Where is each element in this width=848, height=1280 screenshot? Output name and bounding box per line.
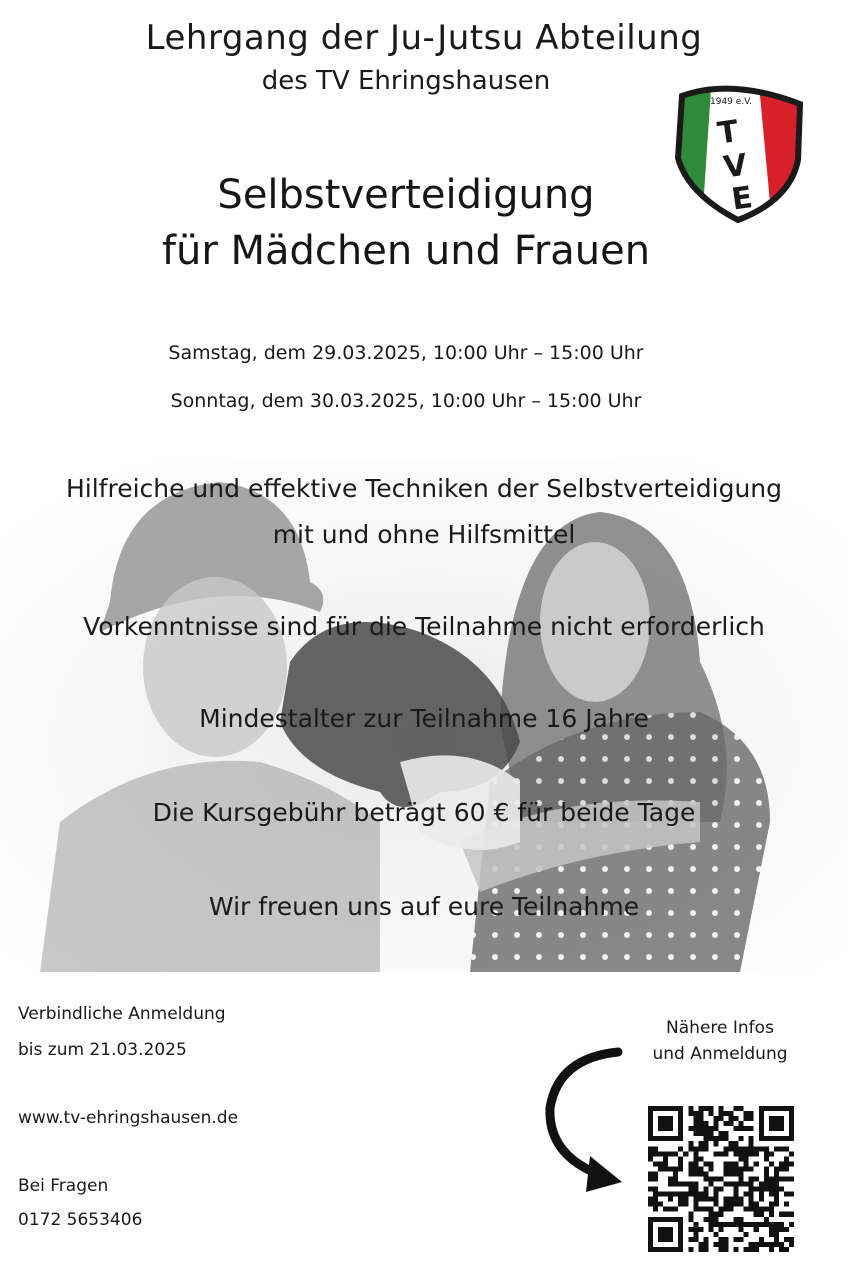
registration-deadline: bis zum 21.03.2025: [18, 1040, 187, 1060]
qr-code[interactable]: [648, 1106, 794, 1252]
info-closing: Wir freuen uns auf eure Teilnahme: [208, 892, 640, 921]
phone-number[interactable]: 0172 5653406: [18, 1210, 143, 1230]
course-subtitle: für Mädchen und Frauen: [161, 228, 651, 274]
info-techniques-sub: mit und ohne Hilfsmittel: [272, 520, 576, 549]
date-saturday: Samstag, dem 29.03.2025, 10:00 Uhr – 15:00 Uhr: [168, 342, 644, 364]
info-prerequisites: Vorkenntnisse sind für die Teilnahme nicht erforderlich: [83, 612, 765, 641]
info-min-age: Mindestalter zur Teilnahme 16 Jahre: [199, 704, 649, 733]
logo-letter-e: E: [729, 180, 755, 218]
logo-year: 1949 e.V.: [710, 97, 753, 107]
info-techniques: Hilfreiche und effektive Techniken der Selbstverteidigung: [65, 474, 783, 503]
date-sunday: Sonntag, dem 30.03.2025, 10:00 Uhr – 15:00 Uhr: [170, 390, 642, 412]
registration-label: Verbindliche Anmeldung: [18, 1004, 226, 1024]
more-info-label: Nähere Infos: [666, 1018, 774, 1038]
header-title: Lehrgang der Ju-Jutsu Abteilung: [145, 18, 703, 58]
more-info-sub: und Anmeldung: [652, 1044, 788, 1064]
questions-label: Bei Fragen: [18, 1176, 109, 1196]
info-fee: Die Kursgebühr beträgt 60 € für beide Tage: [152, 798, 696, 827]
logo-letter-t: T: [715, 114, 741, 152]
curved-arrow-icon: [540, 1046, 630, 1196]
website-link[interactable]: www.tv-ehringshausen.de: [18, 1108, 239, 1128]
logo-letter-v: V: [721, 147, 750, 186]
header-subtitle: des TV Ehringshausen: [261, 66, 551, 96]
course-title: Selbstverteidigung: [217, 172, 595, 218]
